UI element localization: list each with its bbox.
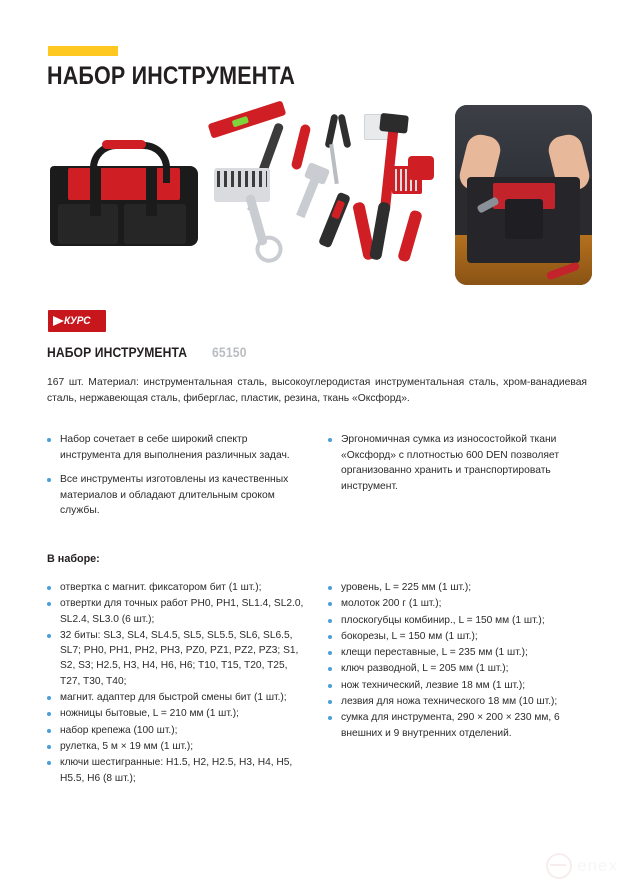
side-cutter-icon [397,209,423,262]
tool-bag-illustration [50,138,198,246]
list-item: плоскогубцы комбинир., L = 150 мм (1 шт.); [328,613,591,628]
brand-logo [48,310,106,332]
adjustable-wrench-icon [296,174,321,218]
set-contents-heading: В наборе: [47,553,100,565]
list-item: 32 биты: SL3, SL4, SL4.5, SL5, SL5.5, SL6, SL6.5, SL7; PH0, PH1, PH2, PH3, PZ0, PZ1, PZ2, PZ3; S1, S2, S3; H2.5, H3, H4, H6, H6; T10, T15, T20, T25, T27, T30, T40; [47,628,310,689]
feature-list-right [328,432,587,494]
list-item: молоток 200 г (1 шт.); [328,596,591,611]
tool-layout-illustration [208,106,445,286]
utility-knife-icon [318,192,351,249]
product-heading [47,345,250,360]
list-item: ножницы бытовые, L = 210 мм (1 шт.); [47,706,310,721]
product-photo-inset [455,105,592,285]
list-item: нож технический, лезвие 18 мм (1 шт.); [328,678,591,693]
set-column-right [328,580,591,787]
bag-handle-grip [102,140,146,149]
feature-column-right [328,432,587,528]
list-item: рулетка, 5 м × 19 мм (1 шт.); [47,739,310,754]
brand-logo-label: КУРС [64,315,91,327]
watermark-logo-icon [546,853,572,879]
combination-pliers-icon [369,201,391,260]
list-item: Все инструменты изготовлены из качественных материалов и обладают длительным сроком службы. [47,472,306,519]
list-item: уровень, L = 225 мм (1 шт.); [328,580,591,595]
page-title: НАБОР ИНСТРУМЕНТА [47,62,296,90]
list-item: ключ разводной, L = 205 мм (1 шт.); [328,661,591,676]
list-item: отвертка с магнит. фиксатором бит (1 шт.); [47,580,310,595]
material-description: 167 шт. Материал: инструментальная сталь, высокоуглеродистая инструментальная сталь, хром-ванадиевая сталь, нержавеющая сталь, фиберглас, пластик, резина, ткань «Оксфорд». [47,377,587,404]
list-item: клещи переставные, L = 235 мм (1 шт.); [328,645,591,660]
product-code: 65150 [211,345,247,360]
list-item: лезвия для ножа технического 18 мм (10 шт.); [328,694,591,709]
list-item: отвертки для точных работ PH0, PH1, SL1.4, SL2.0, SL2.4, SL3.0 (6 шт.); [47,596,310,627]
hero-images [40,100,592,290]
tape-measure-icon [408,156,434,180]
title-accent-bar [48,46,118,56]
set-list-left [47,580,310,786]
list-item: Набор сочетает в себе широкий спектр инструмента для выполнения различных задач. [47,432,306,463]
inset-tool-bag [467,177,580,263]
set-column-left [47,580,310,787]
list-item: ключи шестигранные: H1.5, H2, H2.5, H3, H4, H5, H5.5, H6 (8 шт.); [47,755,310,786]
set-list-right [328,580,591,741]
bag-pocket-left [58,204,118,244]
scissors-icon [328,114,354,148]
feature-list-left [47,432,306,519]
inset-bag-flap [505,199,543,239]
list-item: магнит. адаптер для быстрой смены бит (1 шт.); [47,690,310,705]
feature-bullets [47,432,587,528]
list-item: сумка для инструмента, 290 × 200 × 230 мм, 6 внешних и 9 внутренних отделений. [328,710,591,741]
list-item: набор крепежа (100 шт.); [47,723,310,738]
feature-column-left [47,432,306,528]
watermark [546,853,618,879]
list-item: Эргономичная сумка из износостойкой ткани «Оксфорд» с плотностью 600 DEN позволяет организованно хранить и транспортировать инструмент. [328,432,587,494]
product-photo-main [40,100,445,290]
list-item: бокорезы, L = 150 мм (1 шт.); [328,629,591,644]
product-name: НАБОР ИНСТРУМЕНТА [47,345,188,360]
brand-arrow-icon [53,316,64,326]
watermark-label: enex [577,856,618,875]
bit-set-icon [214,168,270,202]
set-contents [47,580,592,787]
